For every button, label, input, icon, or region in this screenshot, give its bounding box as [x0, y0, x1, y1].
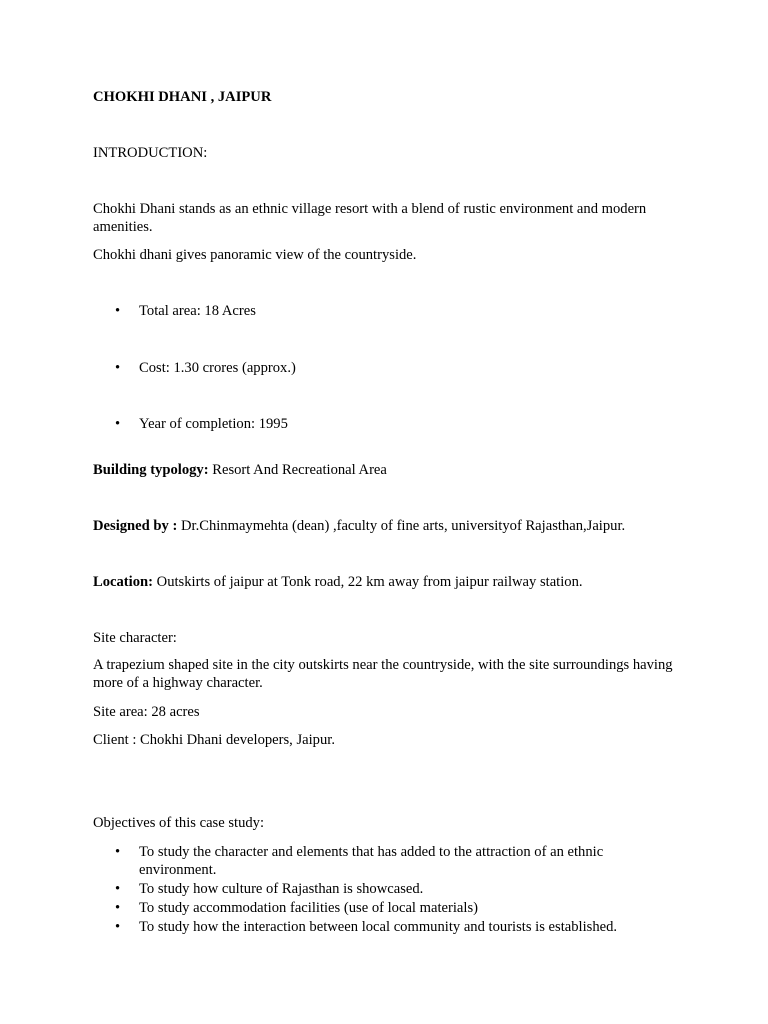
- document-title: CHOKHI DHANI , JAIPUR: [93, 89, 272, 105]
- bullet-icon: •: [115, 919, 121, 935]
- location-label: Location:: [93, 574, 153, 590]
- objective-item: [93, 918, 673, 936]
- site-character-heading: Site character:: [93, 630, 177, 646]
- building-typology: [93, 461, 387, 479]
- fact-text: Total area: 18 Acres: [139, 303, 256, 319]
- bullet-icon: •: [115, 881, 121, 897]
- objectives-heading: Objectives of this case study:: [93, 815, 265, 831]
- site-area: Site area: 28 acres: [93, 704, 200, 720]
- fact-text: Year of completion: 1995: [139, 416, 288, 432]
- bullet-icon: •: [115, 900, 121, 916]
- site-character-text: A trapezium shaped site in the city outskirts near the countryside, with the site surroundings having more of a highway character.: [93, 657, 673, 691]
- fact-item-year: [93, 415, 673, 433]
- introduction-heading: INTRODUCTION:: [93, 145, 208, 161]
- building-typology-label: Building typology:: [93, 462, 209, 478]
- objective-text: To study how the interaction between local community and tourists is established.: [139, 919, 618, 935]
- bullet-icon: •: [115, 303, 121, 319]
- intro-paragraph-panoramic: Chokhi dhani gives panoramic view of the countryside.: [93, 247, 417, 263]
- objective-text: To study how culture of Rajasthan is showcased.: [139, 881, 424, 897]
- objective-item: [93, 843, 673, 879]
- designed-by-value: Dr.Chinmaymehta (dean) ,faculty of fine arts, universityof Rajasthan,Jaipur.: [177, 518, 626, 534]
- objective-text: To study the character and elements that has added to the attraction of an ethnic environment.: [139, 844, 604, 878]
- intro-paragraph: Chokhi Dhani stands as an ethnic village resort with a blend of rustic environment and modern amenities.: [93, 201, 647, 235]
- fact-item-total-area: [93, 302, 673, 320]
- location: [93, 573, 583, 591]
- client: Client : Chokhi Dhani developers, Jaipur.: [93, 732, 335, 748]
- objective-text: To study accommodation facilities (use of local materials): [139, 900, 478, 916]
- bullet-icon: •: [115, 416, 121, 432]
- designed-by: [93, 517, 625, 535]
- fact-item-cost: [93, 359, 673, 377]
- bullet-icon: •: [115, 844, 121, 860]
- designed-by-label: Designed by :: [93, 518, 178, 534]
- location-value: Outskirts of jaipur at Tonk road, 22 km away from jaipur railway station.: [153, 574, 583, 590]
- objective-item: [93, 899, 673, 917]
- building-typology-value: Resort And Recreational Area: [208, 462, 387, 478]
- fact-text: Cost: 1.30 crores (approx.): [139, 360, 296, 376]
- bullet-icon: •: [115, 360, 121, 376]
- objective-item: [93, 880, 673, 898]
